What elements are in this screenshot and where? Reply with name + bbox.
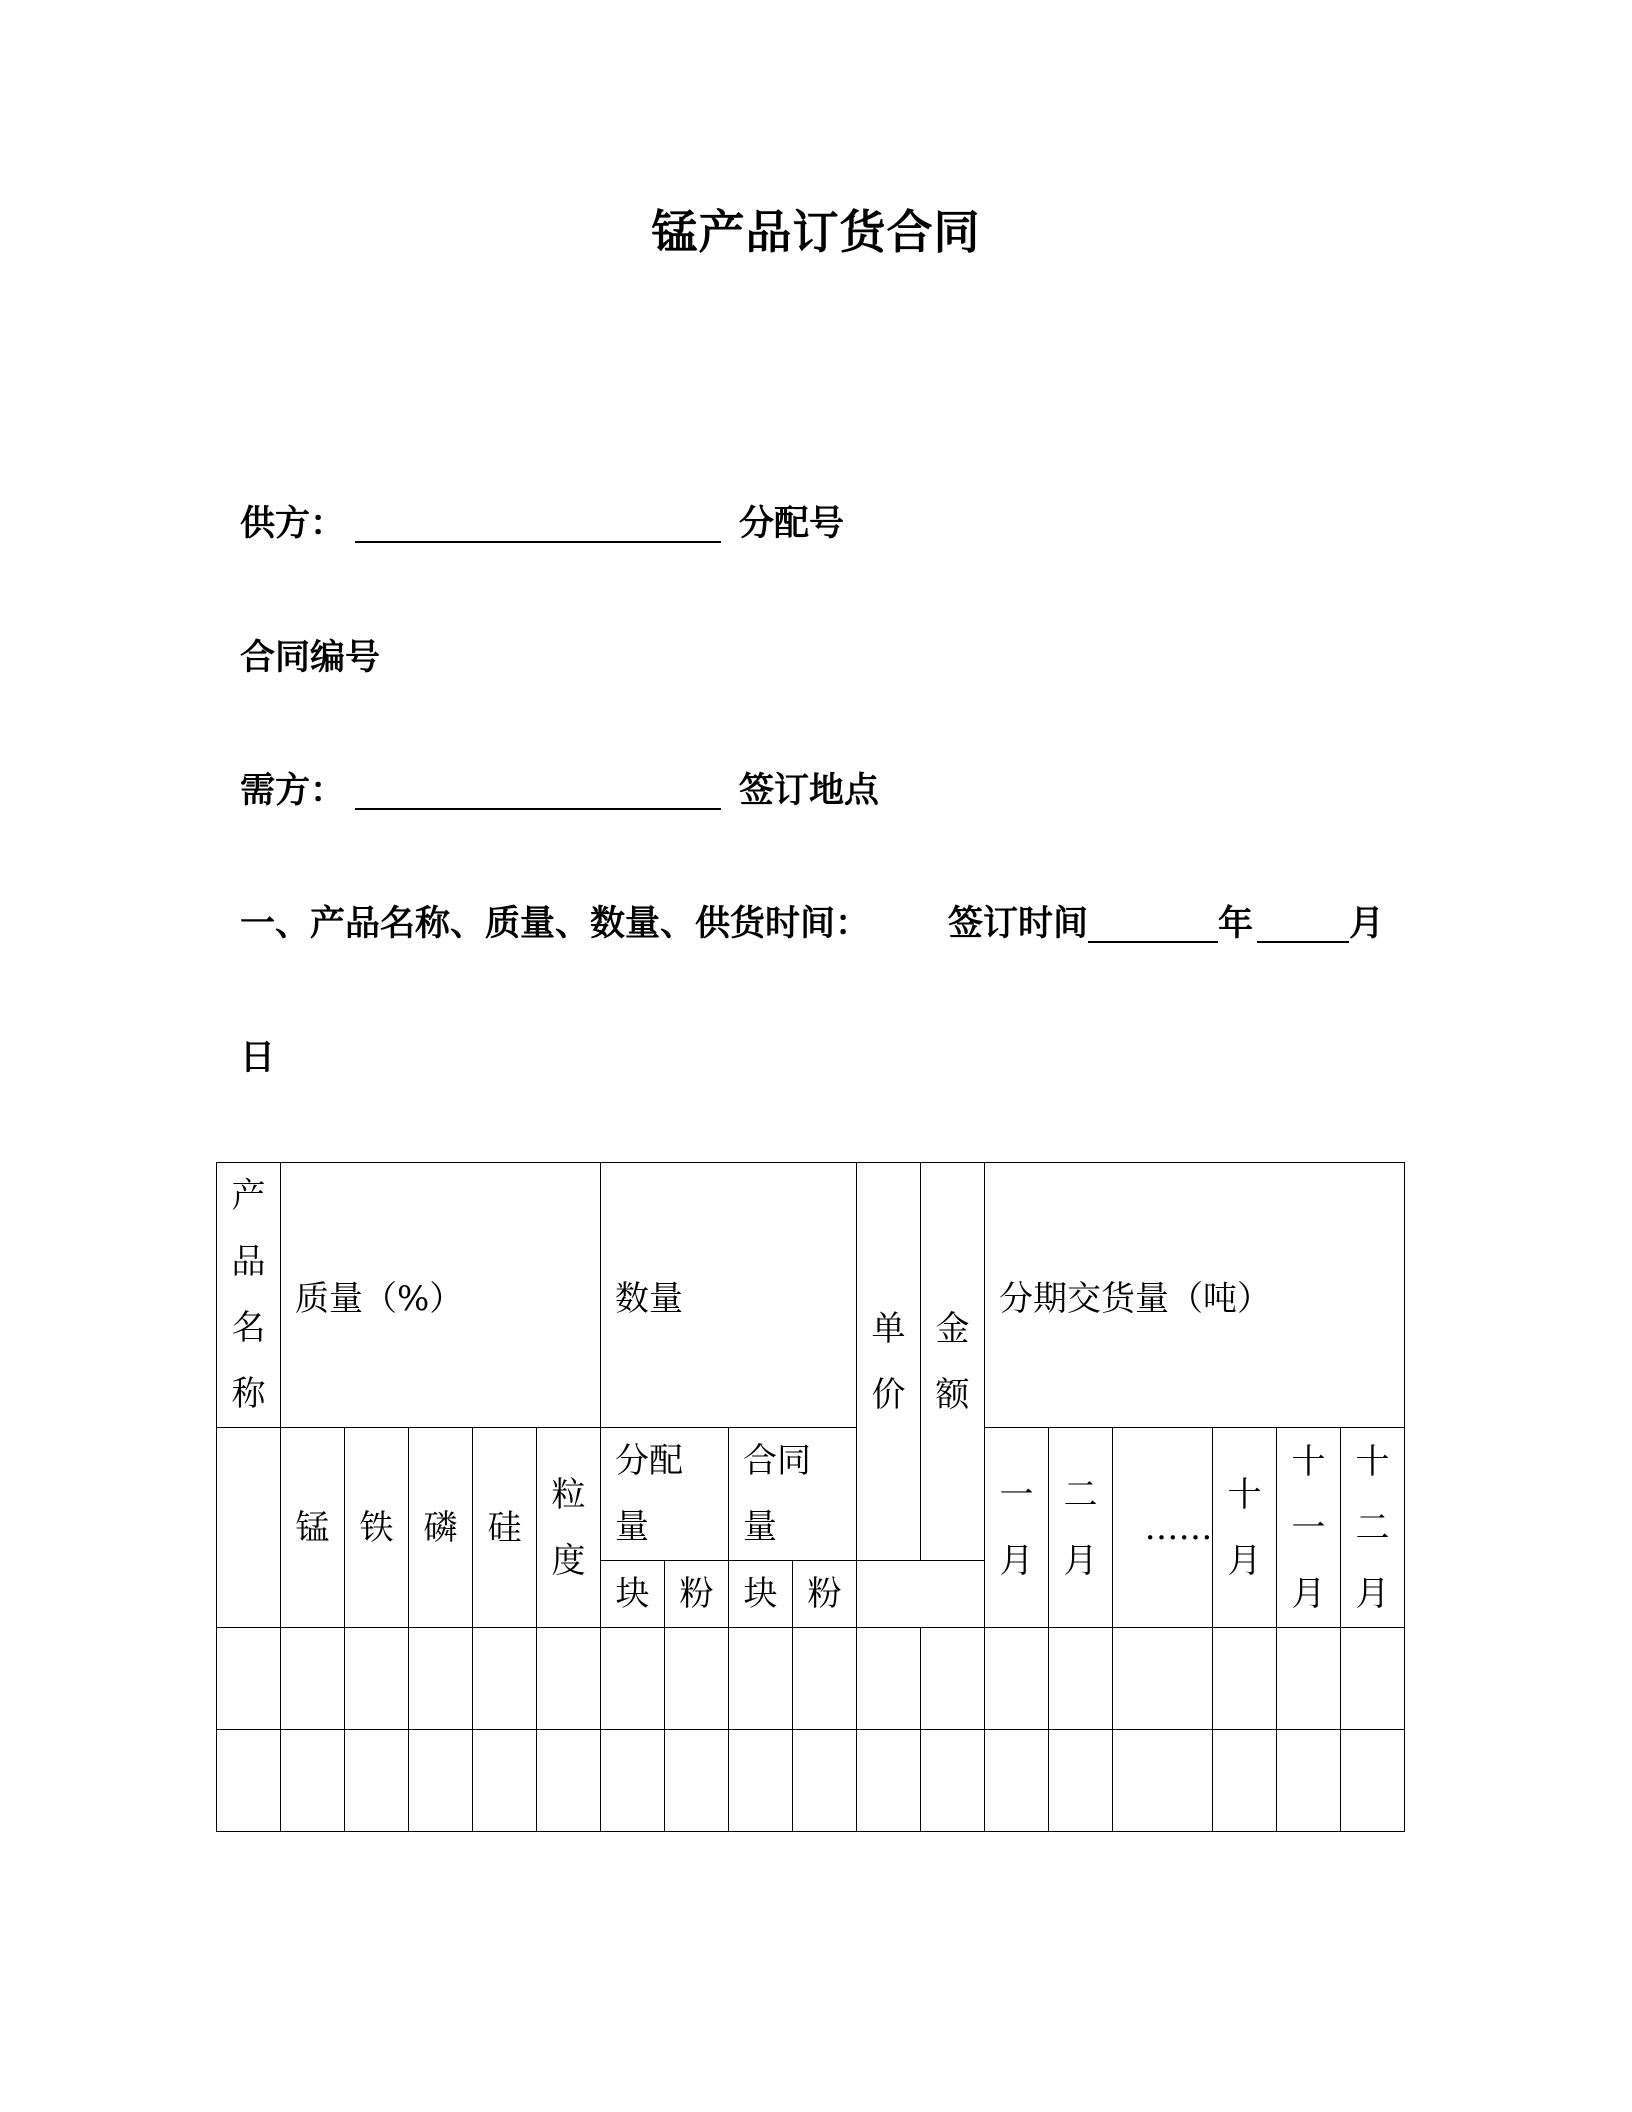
table-cell[interactable] — [409, 1628, 473, 1730]
allocation-label: 分配号 — [739, 504, 845, 544]
table-row — [217, 1628, 1405, 1730]
header-unit-price: 单价 — [857, 1163, 921, 1561]
table-cell[interactable] — [1341, 1628, 1405, 1730]
header-month-2: 二月 — [1049, 1428, 1113, 1628]
table-cell[interactable] — [537, 1628, 601, 1730]
sign-place-label: 签订地点 — [739, 771, 880, 811]
header-allocated-qty: 分配量 — [601, 1428, 729, 1561]
header-month-11: 十一月 — [1277, 1428, 1341, 1628]
table-cell[interactable] — [473, 1628, 537, 1730]
header-silicon: 硅 — [473, 1428, 537, 1628]
document-title: 锰产品订货合同 — [651, 205, 981, 259]
table-cell[interactable] — [281, 1628, 345, 1730]
buyer-blank[interactable] — [355, 774, 721, 810]
table-cell[interactable] — [921, 1628, 985, 1730]
table-cell[interactable] — [1113, 1628, 1213, 1730]
header-allocated-lump: 块 — [601, 1561, 665, 1628]
section1-row — [240, 896, 1384, 946]
header-amount: 金额 — [921, 1163, 985, 1561]
table-cell[interactable] — [281, 1730, 345, 1832]
table-cell[interactable] — [345, 1628, 409, 1730]
table-cell[interactable] — [345, 1730, 409, 1832]
table-cell[interactable] — [601, 1730, 665, 1832]
supplier-blank[interactable] — [355, 507, 721, 543]
table-cell[interactable] — [1341, 1730, 1405, 1832]
header-granularity: 粒度 — [537, 1428, 601, 1628]
contract-no-label: 合同编号 — [240, 638, 381, 678]
header-month-1: 一月 — [985, 1428, 1049, 1628]
month-label: 月 — [1349, 904, 1385, 944]
table-cell[interactable] — [921, 1730, 985, 1832]
header-month-10: 十月 — [1213, 1428, 1277, 1628]
table-cell[interactable] — [1213, 1730, 1277, 1832]
header-allocated-powder: 粉 — [665, 1561, 729, 1628]
table-cell[interactable] — [985, 1628, 1049, 1730]
section1-label: 一、产品名称、质量、数量、供货时间： — [240, 904, 871, 944]
table-cell[interactable] — [1049, 1628, 1113, 1730]
header-empty — [217, 1428, 281, 1628]
table-cell[interactable] — [601, 1628, 665, 1730]
table-cell[interactable] — [537, 1730, 601, 1832]
header-contract-lump: 块 — [729, 1561, 793, 1628]
header-month-12: 十二月 — [1341, 1428, 1405, 1628]
day-label: 日 — [240, 1038, 276, 1078]
table-cell[interactable] — [1049, 1730, 1113, 1832]
table-cell[interactable] — [729, 1730, 793, 1832]
table-cell[interactable] — [409, 1730, 473, 1832]
order-table — [216, 1162, 1405, 1832]
contract-no-row — [240, 630, 380, 680]
year-blank[interactable] — [1088, 907, 1218, 943]
table-cell[interactable] — [217, 1628, 281, 1730]
table-cell[interactable] — [473, 1730, 537, 1832]
table-cell[interactable] — [793, 1730, 857, 1832]
buyer-label: 需方： — [240, 771, 346, 811]
table-cell[interactable] — [1277, 1730, 1341, 1832]
header-phosphorus: 磷 — [409, 1428, 473, 1628]
header-iron: 铁 — [345, 1428, 409, 1628]
table-cell[interactable] — [985, 1730, 1049, 1832]
header-installments: 分期交货量（吨） — [985, 1163, 1405, 1428]
table-cell[interactable] — [665, 1628, 729, 1730]
header-contract-powder: 粉 — [793, 1561, 857, 1628]
header-quality: 质量（%） — [281, 1163, 601, 1428]
table-cell[interactable] — [857, 1628, 921, 1730]
sign-time-label: 签订时间 — [948, 904, 1089, 944]
table-cell[interactable] — [665, 1730, 729, 1832]
header-quantity: 数量 — [601, 1163, 857, 1428]
month-blank[interactable] — [1257, 907, 1349, 943]
header-manganese: 锰 — [281, 1428, 345, 1628]
supplier-row — [240, 496, 844, 546]
header-contract-qty: 合同量 — [729, 1428, 857, 1561]
year-label: 年 — [1218, 904, 1254, 944]
supplier-label: 供方： — [240, 504, 346, 544]
header-month-ellipsis: …… — [1113, 1428, 1213, 1628]
table-cell[interactable] — [857, 1730, 921, 1832]
table-cell[interactable] — [217, 1730, 281, 1832]
table-cell[interactable] — [1277, 1628, 1341, 1730]
table-cell[interactable] — [793, 1628, 857, 1730]
table-cell[interactable] — [1113, 1730, 1213, 1832]
header-product-name: 产品名称 — [217, 1163, 281, 1428]
table-cell[interactable] — [729, 1628, 793, 1730]
table-cell[interactable] — [1213, 1628, 1277, 1730]
day-row — [240, 1030, 275, 1080]
table-row — [217, 1730, 1405, 1832]
buyer-row — [240, 763, 879, 813]
